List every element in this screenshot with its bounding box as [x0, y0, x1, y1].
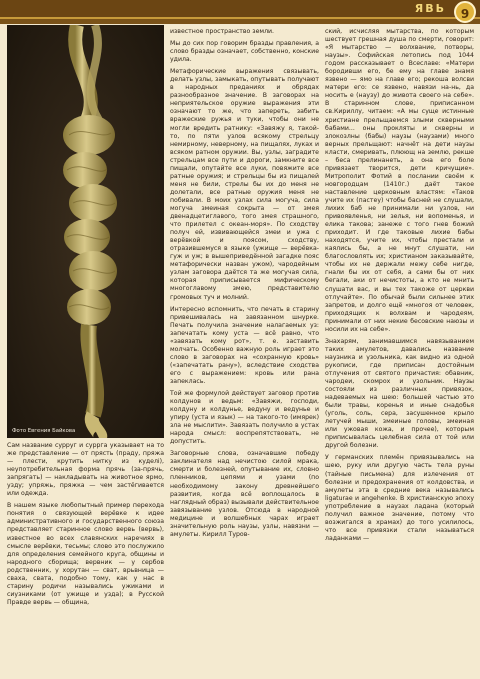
photo-caption: Фото Евгения Байкова [12, 428, 76, 434]
paragraph: Интересно вспомнить, что печать в старину привешивалась на завязанном шнурке. Печать получила значение налагаемых уз: запечатать кому уста — всё равно, что «завязать кому рот», т. е. заставить молчать. Особенно важную роль играет это слово в заговорах на «сохранную кровь» («запечатать рану»), вследствие сходства его с выражением: кровь или рана запеклась. [170, 305, 319, 385]
paragraph: Той же формулой действует заговор против колдунов и ведьм: «Завяжи, господи, колдуну и колдунье, ведуну и ведунье и упиру (уста и язык) — на такого-то (имярек) зла не мыслити». Завязать получило в устах народа смысл: воспрепятствовать, не допустить. [170, 390, 319, 446]
paragraph: Сам название сурруг и суррга указывает на то же представление — от прясть (праду, пряжа — плести, крутить нитку из куделі), неупотребительная форма прячь (за-прячь, запрягать) — накладывать на животное ярмо, узду; упряжь, пряжка — чем застёгивается или одежда. [7, 442, 164, 498]
paragraph: Метафорические выражения связывать, делать узлы, замыкать, опутывать получают в народных преданиях и обрядах разнообразное значение. В заговорах на неприятельское оружие выражения эти означают то же, что запереть, забить вражеские ружья и туки, чтобы они не могли вредить ратнику: «Завяжу я, такой-то, по пяти узлов всякому стрельцу немирному, неверному, на пищалях, луках и всяком ратном оружии. Вы, узлы, заградите стрельцам все пути и дороги, замкните все пищали, опутайте все луки, повяжите все ратные оружия; и стрельцы бы из пищалей меня не били, стрелы бы их до меня не долетали, все ратные оружия меня не побивали. В моих узлах сила могуча, сила могуча змеиная сокрыта — от змея двенадцетиглавого, того змея страшного, что прилетел с океан-моря». По сходству получ ей, извивающейся змеи и ужа с верёвкой и поясом, сходству, отразившемуся в языке (ужище — верёвка-гуж и уж; в вышеприведённой загадке пояс метафорически назван ужом), чародейным узлам заговора даётся та же могучая сила, которая приписывается мифическому многоглавому змею, представителю громовых туч и молний. [170, 68, 319, 301]
paragraph: У германских племён привязывались на шею, руку или другую часть тела руны (тайные письмена) для излечения от болезни и предохранения от колдовства, и амулеты эта в средние века назывались ligaturae и angehenke. В христианскую эпоху употребление в наузах ладана (который получил важное значение, потому что возжигался в храмах) до того усилилось, что все привязки стали называться ладанками — [325, 454, 474, 542]
text-column-2 [170, 28, 319, 543]
paragraph: Мы до сих пор говорим бразды правления, а слово бразды означает, собственно, конские удила. [170, 40, 319, 64]
paragraph: Заговорные слова, означавшие победу заклинателя над нечистою силой мрака, смерти и болезней, опутывание их, словно пленников, цепями и узами (по необходимому закону древнейшего развития, когда всё воплощалось в наглядный образ) вызывали действительное завязывание узлов. Отсюда в народной медицине и волшебных чарах играет значительную роль наузы, узлы, навязни — амулеты. Кирилл Туров- [170, 450, 319, 538]
header-band [0, 0, 480, 19]
section-title: ЯВЬ [414, 2, 446, 15]
text-column-1 [7, 442, 164, 611]
paragraph: известное пространство земли. [170, 28, 275, 35]
text-column-3 [325, 28, 474, 547]
page-number-badge: 9 [454, 1, 476, 23]
knot-photo [7, 25, 164, 438]
paragraph: В нашем языке любопытный пример перехода понятия о связующей верёвке к идее административного и государственного союза представляет старинное слово вервь (вервь), известное во всех славянских наречиях в смысле верёвки, тесьмы; слово это послужило для определения семейного круга, общины и народного сборища; вервник — у сербов родственник, у хорутан — сват, врьвница — сваха, свата, подобно тому, как у нас в старину родичи назывались ужиками и сиузниками (от ужище и узда); в Русской Правде вервь — община, [7, 502, 164, 606]
knotted-rope-image [7, 25, 164, 438]
page-header [0, 0, 480, 24]
paragraph: ский, исчисляя мытарства, по которым шествует грешная душа по смерти, говорит: «Я мытарство — волхвание, потворы, наузы». Софийская летопись под 1044 годом рассказывает о Всеславе: «Матери бородивши его, бе ему на главе знамя язвено — ямо на главе его; рекоша волсви матери его: се язвено, навязи на-нь, да носить е (наузу) до живота своего на себе». В старинном слове, приписанном св.Кириллу, читаем: «А мы суще истинные христиане прельщаемся злыми скверными бабами... оны прокляты и скверны и злокозлны (бабы) наузы (наузами) много верных прельщают: начнёт на дети наузы класти, смеривать, плюющ на землю, рекше – беса прелинанеть, а она его боле привязает творится, дети кричущие». Митрополит Фотий в послании своём к новгородцам (1410г.) даёт такое наставление церковным властям: «Таков учите их (пастеу) чтобы басней не слушали, лихих баб не принимали ни узлов, ни привоявленья, ни зелья, ни вопоменья, и елика такова; занеже с того гнев божий приходит. И где таковые лихие бабы находятся, учите их, чтобы престали и каялись бы, а не мнут слушати, ни благословлять их; христианом заказывайте, чтобы их не держали межу себе нигде, гнали бы их от себя, а сами бы от них бегали, аки от нечистоты, а кто не мнить слушати вас, и вы тех такоже от церкви отлучайте». По обычай были сильнее этих запретов, и долго ещё «многоя от человек, приходящих к волхвам и чародеям, принимали от них некие бесовские наюзы и носили их на себе». [325, 28, 474, 333]
paragraph: Знахарям, занимавшимся навязыванием таких амулетов, давались название наузника и узольника, как видно из одной рукописи, где приписан достойным отлучения от святого причастия: обавник, чародеи, скомрох и узольник. Наузы состояли из различных привязок, надеваемых на шею: большей частью это были травы, коренья и иные снадобья (уголь, соль, сера, засушенное крыло летучей мыши, змеиные головы, змеиная или ужовая кожа, и прочее), которым приписывалась целебная сила от той или другой болезни. [325, 337, 474, 450]
